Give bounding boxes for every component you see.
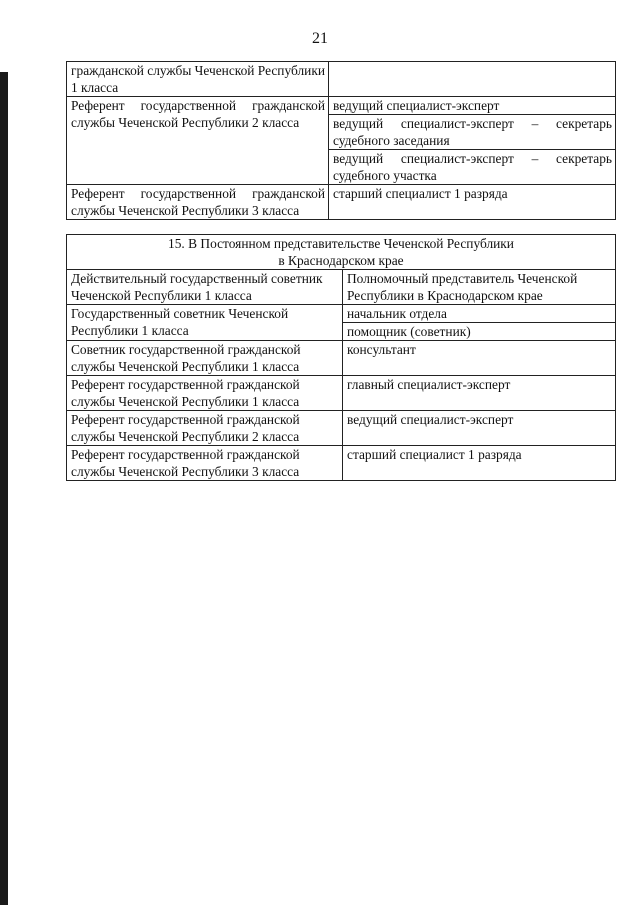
position-cell: консультант — [347, 342, 416, 357]
table-row — [67, 305, 615, 341]
position-cell: начальник отдела — [343, 305, 615, 323]
page-number: 21 — [312, 30, 328, 47]
section-title-line1: 15. В Постоянном представительстве Чеченской Республики — [168, 236, 514, 251]
position-cell: главный специалист-эксперт — [347, 377, 511, 392]
table-row — [67, 97, 615, 185]
section-title-line2: в Краснодарском крае — [278, 253, 404, 268]
scan-edge-bar — [0, 72, 8, 905]
grade-cell: Государственный советник Чеченской Республики 1 класса — [67, 305, 343, 340]
section-15-table — [66, 234, 616, 481]
table-row — [67, 270, 615, 305]
table-row — [67, 411, 615, 446]
position-cell: ведущий специалист-эксперт — [347, 412, 514, 427]
position-cell: старший специалист 1 разряда — [333, 186, 508, 201]
section-header — [67, 235, 615, 270]
grade-cell: Референт государственной гражданской службы Чеченской Республики 2 класса — [67, 411, 343, 445]
grade-cell: гражданской службы Чеченской Республики 1 класса — [67, 62, 329, 96]
position-cell: ведущий специалист-эксперт – секретарь судебного заседания — [329, 115, 615, 150]
position-cell-group — [343, 305, 615, 340]
position-cell: помощник (советник) — [347, 324, 471, 339]
grade-table-continued — [66, 61, 616, 220]
grade-cell: Референт государственной гражданской службы Чеченской Республики 1 класса — [67, 376, 343, 410]
grade-cell: Советник государственной гражданской службы Чеченской Республики 1 класса — [67, 341, 343, 375]
table-row — [67, 341, 615, 376]
table-row — [67, 376, 615, 411]
table-row — [67, 185, 615, 220]
grade-cell: Референт государственной гражданской службы Чеченской Республики 3 класса — [67, 446, 343, 480]
position-cell: Полномочный представитель Чеченской Республики в Краснодарском крае — [347, 271, 578, 303]
table-row — [67, 62, 615, 97]
grade-cell: Референт государственной гражданской службы Чеченской Республики 2 класса — [67, 97, 329, 184]
table-row — [67, 446, 615, 481]
position-cell-group — [329, 97, 615, 184]
position-cell: ведущий специалист-эксперт — [329, 97, 615, 115]
position-cell — [329, 62, 615, 96]
position-cell: старший специалист 1 разряда — [347, 447, 522, 462]
position-cell: ведущий специалист-эксперт – секретарь судебного участка — [333, 151, 612, 183]
grade-cell: Действительный государственный советник Чеченской Республики 1 класса — [67, 270, 343, 304]
grade-cell: Референт государственной гражданской службы Чеченской Республики 3 класса — [67, 185, 329, 219]
